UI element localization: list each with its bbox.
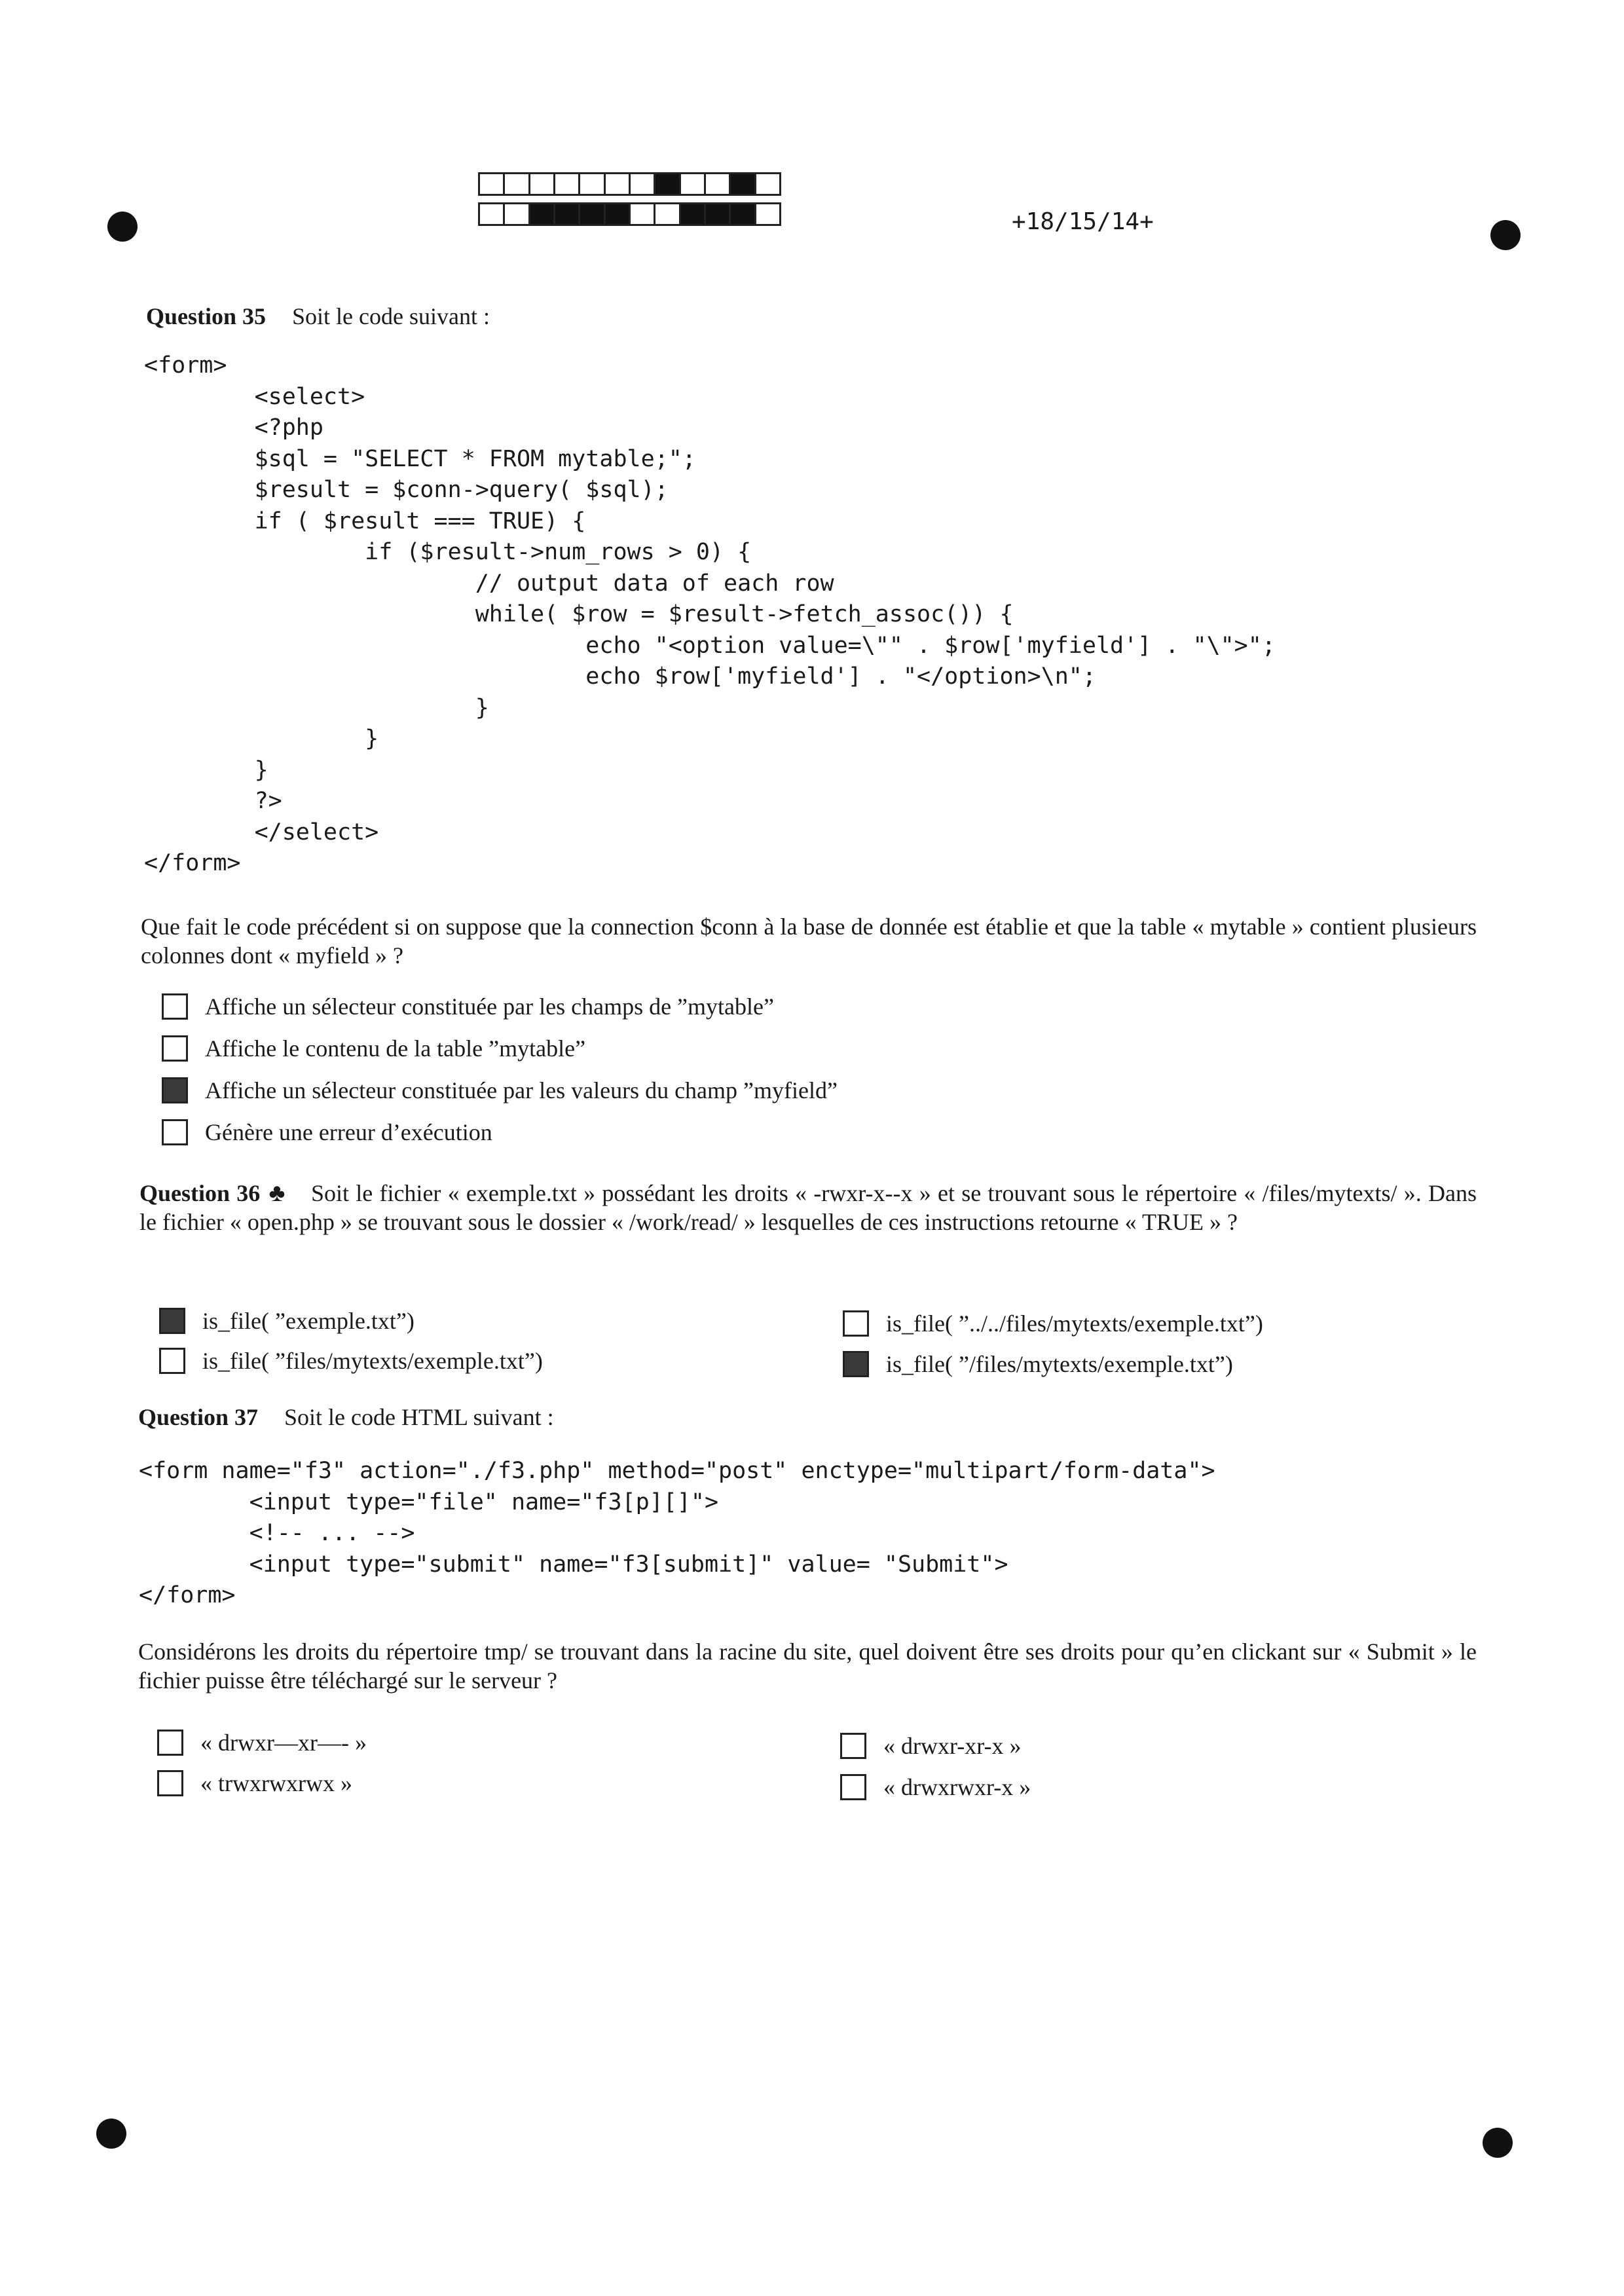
barcode-cell [729,172,756,196]
answer-checkbox[interactable] [843,1310,869,1337]
barcode-cell [604,202,631,226]
q37-answer-d[interactable] [840,1773,1031,1801]
answer-checkbox[interactable] [840,1774,866,1800]
multiple-answer-club-icon: ♣ [268,1179,286,1207]
q37-answer-b[interactable] [157,1769,352,1797]
answer-checkbox[interactable] [162,993,188,1020]
q37-answer-c[interactable] [840,1732,1022,1760]
q35-answer-d[interactable] [162,1119,492,1146]
barcode-cell [679,202,706,226]
q37-answer-a[interactable] [157,1729,367,1756]
barcode-cell [528,172,555,196]
q36-answer-d[interactable] [843,1350,1233,1378]
barcode-cell [754,172,781,196]
answer-checkbox[interactable] [159,1308,185,1334]
barcode-cell [578,172,605,196]
answer-text: « drwxr-xr-x » [883,1733,1022,1759]
barcode-cell [503,172,530,196]
question-intro: Soit le code suivant : [292,303,490,329]
q35-answer-a[interactable] [162,993,774,1020]
answer-checkbox[interactable] [162,1119,188,1145]
barcode-cell [704,172,731,196]
barcode-bottom-row [480,202,781,226]
question-label: Question 36 [139,1180,261,1206]
answer-text: Affiche un sélecteur constituée par les valeurs du champ ”myfield” [205,1077,838,1103]
q36-answer-c[interactable] [843,1310,1263,1337]
barcode-cell [754,202,781,226]
barcode-cell [704,202,731,226]
barcode-cell [478,202,505,226]
q37-code-block: <form name="f3" action="./f3.php" method="post" enctype="multipart/form-data"> <input type="file" name="f3[p][]"> <!-- ... --> <input type="submit" name="f3[submit]" value= "Submit"> </form> [139,1458,1215,1608]
question-intro: Soit le code HTML suivant : [284,1404,554,1430]
answer-text: is_file( ”/files/mytexts/exemple.txt”) [886,1351,1233,1377]
answer-text: is_file( ”../../files/mytexts/exemple.txt”) [886,1310,1263,1337]
answer-text: « drwxrwxr-x » [883,1774,1031,1800]
barcode-cell [629,202,655,226]
registration-mark-bottom-right [1483,2128,1513,2158]
q35-code-block: <form> <select> <?php $sql = "SELECT * FROM mytable;"; $result = $conn->query( $sql); if ( $result === TRUE) { if ($result->num_rows > 0) { // output data of each row while( $row = $result->fetch_assoc()) { echo "<option value=\"" . $row['myfield'] . "\">"; echo $row['myfield'] . "</option>\n"; } } } ?> </select> </form> [144,352,1276,876]
registration-mark-top-left [107,212,138,242]
barcode-cell [654,172,680,196]
page-id: +18/15/14+ [1012,208,1154,235]
q35-answer-c[interactable] [162,1077,838,1104]
barcode-cell [578,202,605,226]
q36-question-text [139,1179,1477,1236]
answer-checkbox[interactable] [162,1077,188,1103]
answer-text: Affiche le contenu de la table ”mytable” [205,1035,586,1062]
q35-question-text: Que fait le code précédent si on suppose que la connection $conn à la base de donnée est établie et que la table « mytable » contient plusieurs colonnes dont « myfield » ? [141,914,1477,969]
barcode-cell [553,172,580,196]
q37-question-text: Considérons les droits du répertoire tmp/ se trouvant dans la racine du site, quel doivent être ses droits pour qu’en clickant sur « Submit » le fichier puisse être téléchargé sur le serveur ? [138,1639,1477,1694]
answer-checkbox[interactable] [159,1348,185,1374]
barcode-cell [654,202,680,226]
barcode-cell [478,172,505,196]
barcode-cell [679,172,706,196]
answer-text: is_file( ”files/mytexts/exemple.txt”) [202,1348,543,1374]
barcode-cell [629,172,655,196]
q36-answer-a[interactable] [159,1307,415,1335]
answer-checkbox[interactable] [157,1770,183,1796]
answer-checkbox[interactable] [157,1730,183,1756]
answer-text: « drwxr—xr—- » [200,1730,367,1756]
barcode-cell [528,202,555,226]
question-label: Question 35 [146,303,267,329]
answer-checkbox[interactable] [162,1035,188,1062]
registration-mark-top-right [1490,220,1521,250]
answer-checkbox[interactable] [843,1351,869,1377]
question-35-header [146,303,490,330]
answer-text: « trwxrwxrwx » [200,1770,352,1796]
barcode-cell [553,202,580,226]
question-body: Soit le fichier « exemple.txt » possédant les droits « -rwxr-x--x » et se trouvant sous le répertoire « /files/mytexts/ ». Dans le fichier « open.php » se trouvant sous le dossier « /work/read/ » lesquelles de ces instructions retourne « TRUE » ? [139,1180,1477,1235]
answer-text: Affiche un sélecteur constituée par les champs de ”mytable” [205,993,774,1020]
question-label: Question 37 [138,1404,259,1430]
answer-text: Génère une erreur d’exécution [205,1119,492,1145]
barcode-cell [729,202,756,226]
barcode-top-row [480,172,781,196]
q36-answer-b[interactable] [159,1347,543,1375]
barcode-cell [503,202,530,226]
registration-mark-bottom-left [96,2119,126,2149]
barcode-cell [604,172,631,196]
question-37-header [138,1403,554,1431]
answer-text: is_file( ”exemple.txt”) [202,1308,415,1334]
q35-answer-b[interactable] [162,1035,585,1062]
answer-checkbox[interactable] [840,1733,866,1759]
